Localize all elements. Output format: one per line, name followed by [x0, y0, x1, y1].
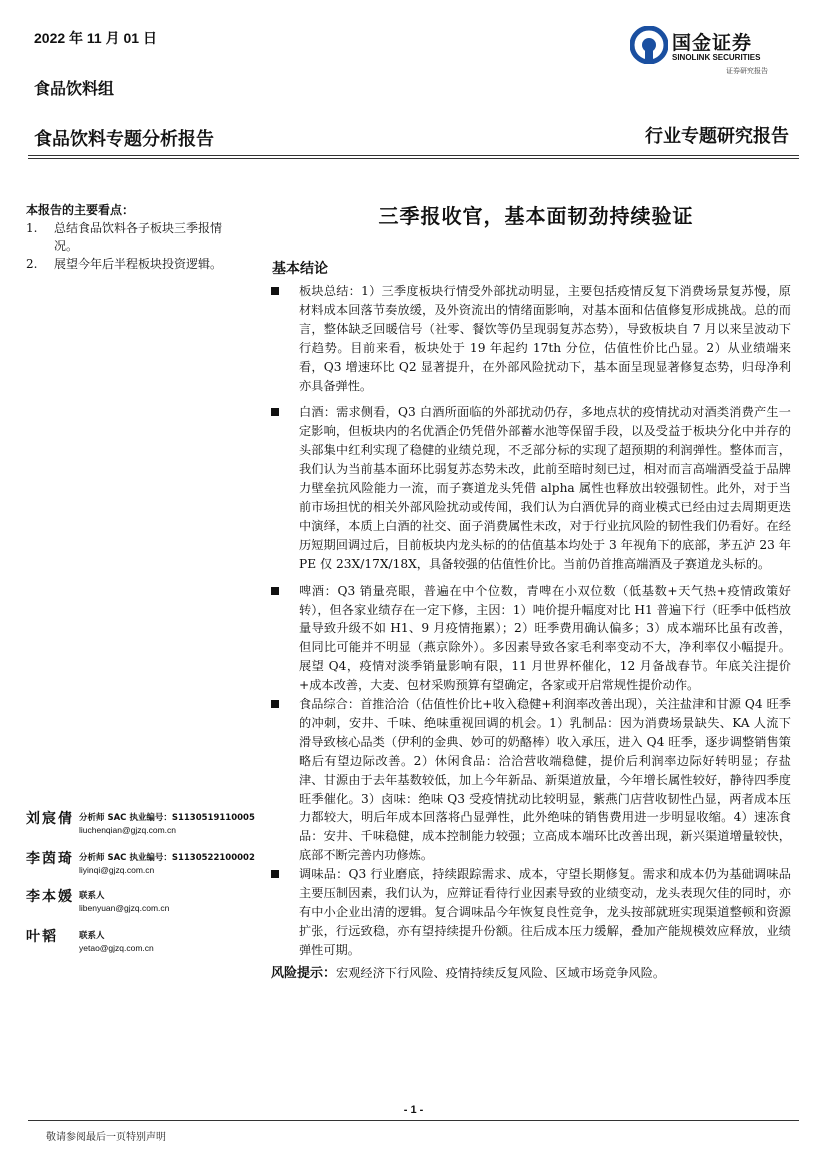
analyst-email[interactable]: yetao@gjzq.com.cn [79, 943, 154, 953]
highlight-number: 2. [26, 257, 38, 271]
conclusions-body [271, 282, 791, 983]
section-heading: 基本结论 [272, 261, 328, 277]
conclusion-paragraph [271, 582, 791, 695]
highlight-item [26, 219, 231, 255]
logo-text-cn: 国金证券 [672, 32, 753, 54]
conclusion-paragraph [271, 403, 791, 573]
header-divider-secondary [28, 158, 799, 159]
highlights-heading: 本报告的主要看点： [26, 203, 135, 217]
highlights-list [26, 219, 231, 273]
analyst-name: 叶韬 [26, 929, 58, 945]
analyst-name: 李本媛 [26, 889, 74, 905]
bullet-square-icon [271, 700, 279, 708]
paragraph-text: 食品综合：首推洽洽（估值性价比+收入稳健+利润率改善出现），关注盐津和甘源 Q4 旺季的冲刺，安井、千味、绝味重视回调的机会。1）乳制品：因为消费场景缺失、KA 人流下滑导致核心品类（伊利的金典、妙可的奶酪棒）收入承压，进入 Q4 旺季，逐步调整销售策略后有望边际改善。2）休闲食品：洽洽营收端稳健，提价后利润率边际好转明显；存盐津、甘源由于去年基数较低，加上今年新品、新渠道放量，今年增长属性较好，静待四季度旺季催化。3）卤味：绝味 Q3 受疫情扰动比较明显，紫燕门店营收韧性凸显，两者成本压力都较大，明后年成本回落将凸显弹性，此外绝味的销售费用进一步明显收缩。4）速冻食品：安井、千味稳健，成本控制能力较强；立高成本端环比改善出现，新兴渠道增量较快，底部不断完善内功修炼。 [299, 697, 791, 863]
research-group: 食品饮料组 [34, 79, 115, 98]
company-logo [630, 26, 790, 76]
footer-divider [28, 1120, 799, 1121]
paragraph-text: 啤酒：Q3 销量亮眼，普遍在中个位数，青啤在小双位数（低基数+天气热+疫情政策好转），但各家业绩存在一定下修，主因：1）吨价提升幅度对比 H1 普遍下行（旺季中低档放量导致升级不如 H1、9 月疫情拖累）；2）旺季费用确认偏多；3）成本端环比虽有改善，但同比可能并不明显（燕京除外）。多因素导致各家毛利率变动不大，净利率仅小幅提升。展望 Q4，疫情对淡季销量影响有限，11 月世界杯催化，12 月备战春节。年底关注提价+成本改善，大麦、包材采购预算有望确定，各家或开启常规性提价动作。 [299, 583, 791, 693]
analyst-email[interactable]: liuchenqian@gjzq.com.cn [79, 825, 176, 835]
analyst-email[interactable]: liyinqi@gjzq.com.cn [79, 865, 155, 875]
conclusion-paragraph [271, 282, 791, 395]
footer-disclaimer[interactable]: 敬请参阅最后一页特别声明 [46, 1132, 166, 1143]
risk-text: 宏观经济下行风险、疫情持续反复风险、区域市场竞争风险。 [336, 965, 666, 980]
conclusion-paragraph [271, 865, 791, 960]
highlight-text: 展望今年后半程板块投资逻辑。 [54, 257, 223, 271]
highlight-item [26, 255, 231, 273]
logo-subtitle: 证券研究报告 [726, 67, 768, 75]
analyst-email[interactable]: libenyuan@gjzq.com.cn [79, 903, 170, 913]
sinolink-logo-icon [630, 26, 668, 64]
bullet-square-icon [271, 587, 279, 595]
report-title: 三季报收官，基本面韧劲持续验证 [378, 204, 694, 228]
risk-warning [271, 962, 791, 983]
report-date: 2022 年 11 月 01 日 [34, 30, 157, 46]
analyst-role: 分析师 SAC 执业编号：S1130522100002 [79, 853, 255, 863]
bullet-square-icon [271, 870, 279, 878]
report-type: 行业专题研究报告 [645, 126, 789, 147]
bullet-square-icon [271, 408, 279, 416]
paragraph-text: 板块总结：1）三季度板块行情受外部扰动明显，主要包括疫情反复下消费场景复苏慢，原材料成本回落节奏放缓，及外资流出的情绪面影响，对基本面和估值修复形成挑战。总的而言，整体缺乏回暖信号（社零、餐饮等仍呈现弱复苏态势），导致板块自 7 月以来呈波动下行趋势。目前来看，板块处于 19 年起约 17th 分位，估值性价比凸显。2）从业绩端来看，Q3 增速环比 Q2 显著提升，在外部风险扰动下，基本面呈现显著修复态势，归母净利亦具备弹性。 [299, 284, 791, 393]
header-divider [28, 155, 799, 156]
paragraph-text: 白酒：需求侧看，Q3 白酒所面临的外部扰动仍存，多地点状的疫情扰动对酒类消费产生一定影响，但板块内的名优酒企仍凭借外部蓄水池等保留手段，以及受益于板块分化中并存的头部集中红利实现了稳健的业绩兑现，不乏部分标的实现了超预期的利润弹性。整体而言，我们认为当前基本面环比弱复苏态势未改，此前至暗时刻已过，相对而言高端酒受益于品牌力壁垒抗风险能力一流，而子赛道龙头凭借 alpha 属性也释放出较强韧性。此外，对于当前市场担忧的相关外部风险扰动或传闻，我们认为白酒优异的商业模式已经由过去周期更迭中演绎，本质上白酒的社交、面子消费属性未改，对于行业抗风险的韧性我们仍看好。在经历短期回调过后，目前板块内龙头标的的估值基本均处于 3 年视角下的底部，茅五泸 23 年 PE 仅 23X/17X/18X，具备较强的估值性价比。当前仍首推高端酒及子赛道龙头标的。 [299, 405, 791, 571]
risk-label: 风险提示： [271, 965, 337, 981]
analyst-name: 李茵琦 [26, 851, 74, 867]
highlight-text: 总结食品饮料各子板块三季报情况。 [54, 221, 223, 253]
page-number: - 1 - [403, 1104, 424, 1116]
highlight-number: 1. [26, 221, 38, 235]
analyst-role: 联系人 [79, 891, 105, 901]
conclusion-paragraph [271, 695, 791, 865]
analyst-name: 刘宸倩 [26, 811, 74, 827]
analyst-role: 分析师 SAC 执业编号：S1130519110005 [79, 813, 255, 823]
paragraph-text: 调味品：Q3 行业磨底，持续跟踪需求、成本，守望长期修复。需求和成本仍为基础调味品主要压制因素，我们认为，应辩证看待行业因素导致的业绩变动，龙头表现欠佳的同时，亦有中小企业出清的逻辑。复合调味品今年恢复良性竞争，龙头按部就班实现渠道整顿和资源扩张，行远致稳，亦有望持续提升份额。往后成本压力缓解，叠加产能规模效应释放，业绩弹性可期。 [299, 867, 791, 957]
bullet-square-icon [271, 287, 279, 295]
analyst-role: 联系人 [79, 931, 105, 941]
report-name: 食品饮料专题分析报告 [34, 129, 214, 150]
logo-text-en: SINOLINK SECURITIES [672, 53, 761, 62]
